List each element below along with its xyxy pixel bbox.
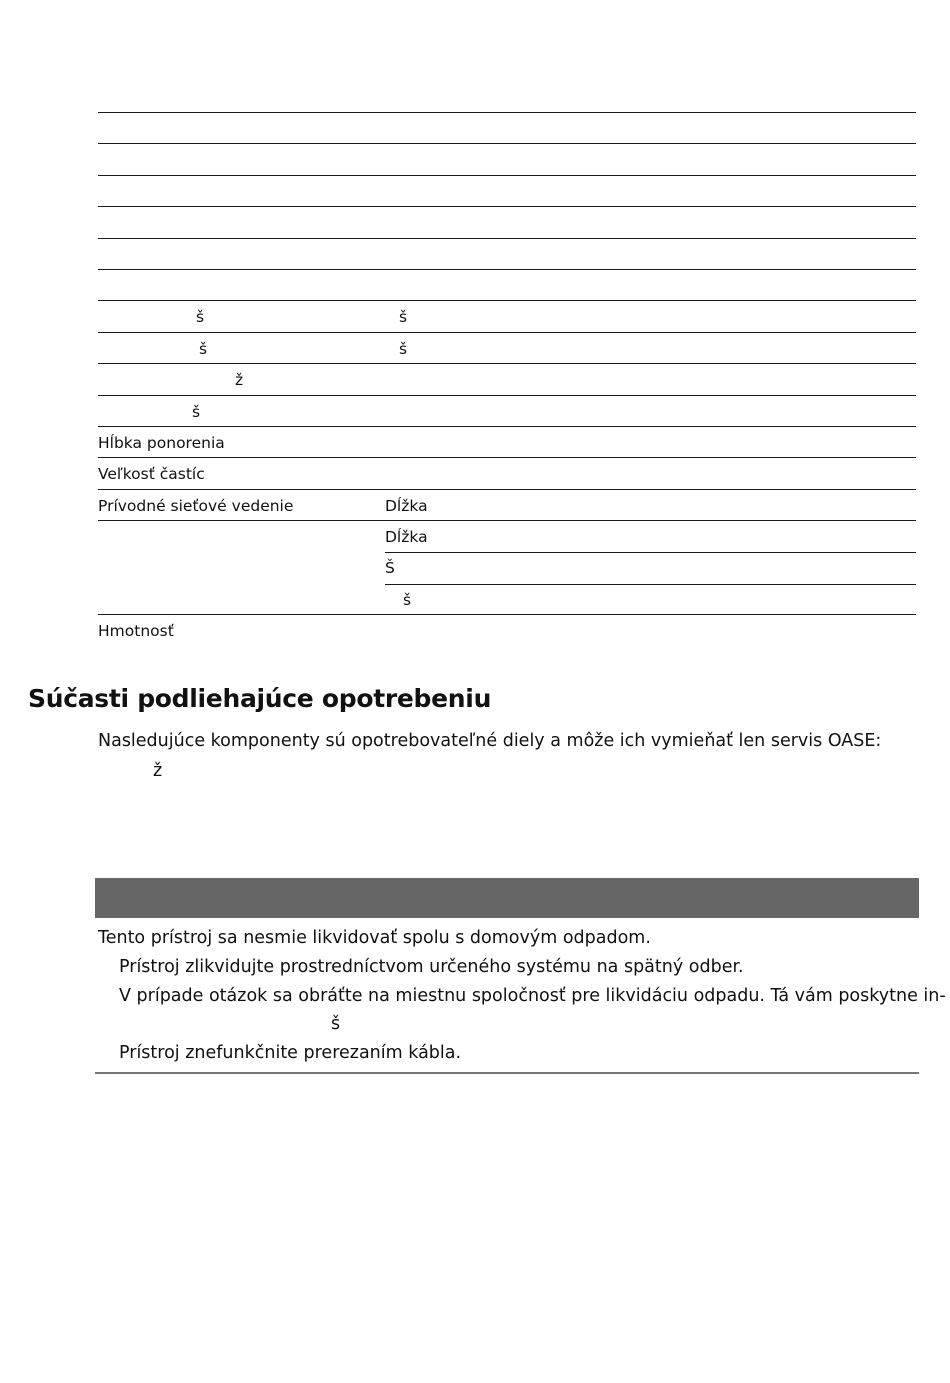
- row-label: š: [199, 339, 208, 358]
- row-value: š: [403, 590, 412, 609]
- disposal-step: Prístroj znefunkčnite prerezaním kábla.: [119, 1043, 462, 1063]
- row-value: Dĺžka: [385, 496, 428, 515]
- row-label: Veľkosť častíc: [98, 465, 205, 484]
- row-value: Dĺžka: [385, 528, 428, 547]
- table-row: [98, 552, 916, 583]
- table-row: [98, 239, 916, 270]
- table-row: [98, 427, 916, 458]
- row-value: š: [399, 308, 408, 327]
- row-label: š: [196, 308, 205, 327]
- table-row: [98, 584, 916, 615]
- section-divider: [95, 1072, 919, 1074]
- table-row: [98, 458, 916, 489]
- table-row: [98, 144, 916, 175]
- row-label: ž: [235, 371, 244, 390]
- disposal-step-continuation: š: [331, 1014, 341, 1034]
- table-row: [98, 176, 916, 207]
- technical-data-table: [98, 112, 916, 647]
- disposal-step: V prípade otázok sa obráťte na miestnu spoločnosť pre likvidáciu odpadu. Tá vám poskytne in-: [119, 986, 946, 1006]
- table-row: [98, 615, 916, 646]
- table-row: [98, 113, 916, 144]
- row-label: š: [192, 402, 201, 421]
- row-value: š: [399, 339, 408, 358]
- table-row: [98, 396, 916, 427]
- disposal-header-bar: [95, 878, 919, 918]
- table-row: [98, 364, 916, 395]
- row-label: Hĺbka ponorenia: [98, 433, 225, 452]
- table-row: [98, 333, 916, 364]
- row-label: Prívodné sieťové vedenie: [98, 496, 294, 515]
- disposal-step: Prístroj zlikvidujte prostredníctvom určeného systému na spätný odber.: [119, 957, 744, 977]
- table-row: [98, 301, 916, 332]
- table-row: [98, 490, 916, 521]
- section-heading: Súčasti podliehajúce opotrebeniu: [28, 684, 492, 713]
- row-value: Š: [385, 559, 395, 578]
- table-row: [98, 270, 916, 301]
- table-row: [98, 207, 916, 238]
- wear-parts-intro: Nasledujúce komponenty sú opotrebovateľné diely a môže ich vymieňať len servis OASE:: [98, 731, 882, 751]
- table-row: [98, 521, 916, 552]
- disposal-statement: Tento prístroj sa nesmie likvidovať spolu s domovým odpadom.: [98, 928, 651, 948]
- row-label: Hmotnosť: [98, 622, 174, 641]
- wear-parts-item: ž: [153, 761, 163, 781]
